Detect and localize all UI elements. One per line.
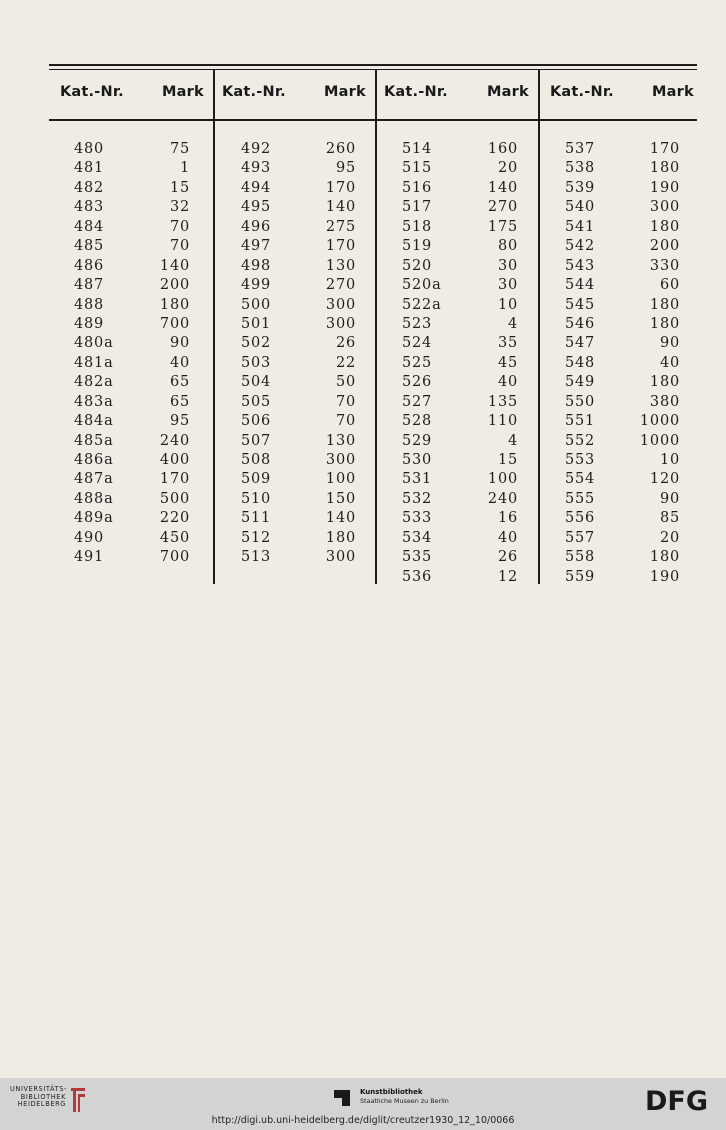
table-column-1 [74,140,190,568]
kat-nr-cell: 514 [402,141,433,157]
kat-nr-cell: 488 [74,296,105,313]
table-row [565,451,680,470]
table-row [241,393,356,412]
kat-nr-cell: 507 [241,432,272,449]
mark-cell: 15 [497,452,518,468]
table-row [74,276,190,295]
table-row [402,218,518,237]
kat-nr-cell: 539 [565,179,596,196]
kat-nr-cell: 519 [402,238,433,255]
mark-cell: 170 [159,471,190,488]
table-row [402,548,518,567]
mark-cell: 180 [649,549,680,566]
table-row [241,354,356,373]
mark-cell: 140 [325,199,356,216]
mark-cell: 300 [325,315,356,332]
kat-nr-cell: 533 [402,510,433,527]
kat-nr-cell: 484 [74,218,105,235]
mark-cell: 22 [335,354,356,371]
table-row [565,179,680,198]
table-row [565,159,680,178]
kat-nr-cell: 487 [74,277,105,294]
table-row [74,296,190,315]
table-row [74,529,190,548]
table-row [402,451,518,470]
table-row [402,432,518,451]
mark-cell: 330 [649,257,680,274]
top-rule-thick [49,64,697,66]
kat-nr-cell: 520a [402,277,442,294]
kat-nr-cell: 510 [241,490,272,507]
kat-nr-cell: 526 [402,374,433,391]
mark-cell: 180 [159,296,190,313]
mark-cell: 70 [335,393,356,410]
mark-cell: 26 [335,335,356,352]
table-row [402,354,518,373]
kat-nr-cell: 531 [402,471,433,488]
kat-nr-cell: 505 [241,393,272,410]
table-row [402,568,518,587]
table-row [565,237,680,256]
kat-nr-cell: 525 [402,354,433,371]
kat-nr-cell: 547 [565,335,596,352]
kat-nr-cell: 559 [565,568,596,585]
mark-cell: 190 [649,179,680,196]
kat-nr-cell: 480a [74,335,114,352]
table-row [74,393,190,412]
header-rule [49,119,697,121]
kat-nr-cell: 556 [565,510,596,527]
table-row [74,334,190,353]
kat-nr-cell: 558 [565,549,596,566]
kat-nr-cell: 483a [74,393,114,410]
table-row [241,412,356,431]
table-row [565,296,680,315]
header-mark-1: Mark [162,84,204,100]
mark-cell: 300 [325,452,356,468]
table-row [241,296,356,315]
kat-nr-cell: 480 [74,141,105,157]
kat-nr-cell: 540 [565,199,596,216]
kat-nr-cell: 502 [241,335,272,352]
mark-cell: 300 [325,296,356,313]
table-row [74,373,190,392]
table-row [565,470,680,489]
kat-nr-cell: 488a [74,490,114,507]
kat-nr-cell: 530 [402,452,433,468]
mark-cell: 135 [487,393,518,410]
kat-nr-cell: 483 [74,199,105,216]
table-row [565,334,680,353]
mark-cell: 220 [159,510,190,527]
table-row [241,334,356,353]
mark-cell: 15 [169,179,190,196]
kat-nr-cell: 485a [74,432,114,449]
table-row [241,179,356,198]
table-row [402,179,518,198]
mark-cell: 40 [659,354,680,371]
table-row [241,509,356,528]
mark-cell: 30 [497,277,518,294]
kat-nr-cell: 541 [565,218,596,235]
table-row [74,432,190,451]
table-row [74,218,190,237]
mark-cell: 180 [649,374,680,391]
table-row [74,237,190,256]
table-row [402,529,518,548]
kat-nr-cell: 532 [402,490,433,507]
university-library-text: UNIVERSITÄTS- BIBLIOTHEK HEIDELBERG [10,1085,67,1109]
mark-cell: 260 [325,141,356,157]
kat-nr-cell: 552 [565,432,596,449]
table-row [241,529,356,548]
kat-nr-cell: 499 [241,277,272,294]
mark-cell: 240 [159,432,190,449]
kat-nr-cell: 484a [74,413,114,430]
table-row [565,432,680,451]
mark-cell: 100 [325,471,356,488]
mark-cell: 65 [169,374,190,391]
kat-nr-cell: 509 [241,471,272,488]
mark-cell: 95 [335,160,356,177]
mark-cell: 300 [325,549,356,566]
table-row [565,354,680,373]
table-row [565,548,680,567]
kat-nr-cell: 503 [241,354,272,371]
kat-nr-cell: 549 [565,374,596,391]
table-row [241,432,356,451]
mark-cell: 180 [649,315,680,332]
table-row [74,198,190,217]
mark-cell: 65 [169,393,190,410]
kat-nr-cell: 517 [402,199,433,216]
table-row [402,470,518,489]
table-row [402,159,518,178]
kat-nr-cell: 504 [241,374,272,391]
mark-cell: 140 [487,179,518,196]
table-row [74,257,190,276]
kat-nr-cell: 536 [402,568,433,585]
table-row [402,315,518,334]
mark-cell: 35 [497,335,518,352]
table-row [565,568,680,587]
kat-nr-cell: 486 [74,257,105,274]
kat-nr-cell: 500 [241,296,272,313]
kat-nr-cell: 489a [74,510,114,527]
header-kat-nr-2: Kat.-Nr. [222,84,286,100]
table-row [241,451,356,470]
kat-nr-cell: 490 [74,529,105,546]
table-row [241,490,356,509]
kat-nr-cell: 553 [565,452,596,468]
kat-nr-cell: 489 [74,315,105,332]
column-divider-1 [213,70,215,584]
table-row [402,490,518,509]
table-row [74,315,190,334]
kunstbibliothek-subtitle: Staatliche Museen zu Berlin [360,1097,449,1105]
mark-cell: 240 [487,490,518,507]
kat-nr-cell: 493 [241,160,272,177]
header-kat-nr-1: Kat.-Nr. [60,84,124,100]
kat-nr-cell: 524 [402,335,433,352]
kat-nr-cell: 545 [565,296,596,313]
mark-cell: 12 [497,568,518,585]
table-row [565,509,680,528]
library-emblem-icon [68,1086,88,1114]
kat-nr-cell: 544 [565,277,596,294]
table-row [402,334,518,353]
kat-nr-cell: 491 [74,549,105,566]
kat-nr-cell: 495 [241,199,272,216]
mark-cell: 85 [659,510,680,527]
mark-cell: 100 [487,471,518,488]
table-row [74,490,190,509]
mark-cell: 275 [325,218,356,235]
mark-cell: 300 [649,199,680,216]
table-row [241,257,356,276]
source-url[interactable]: http://digi.ub.uni-heidelberg.de/diglit/creutzer1930_12_10/0066 [211,1115,515,1126]
mark-cell: 4 [507,315,518,332]
mark-cell: 200 [649,238,680,255]
table-row [241,198,356,217]
mark-cell: 20 [497,160,518,177]
kat-nr-cell: 534 [402,529,433,546]
mark-cell: 700 [159,315,190,332]
kat-nr-cell: 550 [565,393,596,410]
mark-cell: 40 [497,529,518,546]
kat-nr-cell: 515 [402,160,433,177]
table-row [565,315,680,334]
mark-cell: 150 [325,490,356,507]
mark-cell: 26 [497,549,518,566]
mark-cell: 40 [497,374,518,391]
mark-cell: 180 [649,218,680,235]
kat-nr-cell: 497 [241,238,272,255]
mark-cell: 170 [649,141,680,157]
kat-nr-cell: 554 [565,471,596,488]
kat-nr-cell: 512 [241,529,272,546]
mark-cell: 16 [497,510,518,527]
kunstbibliothek-title: Kunstbibliothek [360,1088,423,1096]
kat-nr-cell: 513 [241,549,272,566]
kat-nr-cell: 516 [402,179,433,196]
mark-cell: 90 [169,335,190,352]
kat-nr-cell: 542 [565,238,596,255]
table-row [241,159,356,178]
mark-cell: 110 [487,413,518,430]
kat-nr-cell: 506 [241,413,272,430]
mark-cell: 700 [159,549,190,566]
header-kat-nr-4: Kat.-Nr. [550,84,614,100]
kat-nr-cell: 487a [74,471,114,488]
kat-nr-cell: 522a [402,296,442,313]
kat-nr-cell: 485 [74,238,105,255]
mark-cell: 70 [335,413,356,430]
kat-nr-cell: 498 [241,257,272,274]
table-row [565,198,680,217]
table-row [241,237,356,256]
top-rule-thin [49,69,697,70]
table-column-3 [402,140,518,587]
table-row [402,140,518,159]
mark-cell: 180 [649,160,680,177]
table-row [565,373,680,392]
table-row [402,393,518,412]
table-row [565,490,680,509]
kat-nr-cell: 518 [402,218,433,235]
table-row [565,412,680,431]
table-row [74,179,190,198]
mark-cell: 20 [659,529,680,546]
mark-cell: 90 [659,335,680,352]
table-row [74,412,190,431]
kunstbibliothek-icon [332,1088,352,1108]
mark-cell: 4 [507,432,518,449]
mark-cell: 90 [659,490,680,507]
header-mark-2: Mark [324,84,366,100]
table-row [74,159,190,178]
table-row [241,140,356,159]
table-row [565,529,680,548]
table-row [402,237,518,256]
table-row [402,257,518,276]
mark-cell: 45 [497,354,518,371]
mark-cell: 32 [169,199,190,216]
table-row [402,296,518,315]
table-row [402,276,518,295]
mark-cell: 180 [649,296,680,313]
kat-nr-cell: 538 [565,160,596,177]
kat-nr-cell: 546 [565,315,596,332]
mark-cell: 270 [325,277,356,294]
table-column-2 [241,140,356,568]
mark-cell: 270 [487,199,518,216]
mark-cell: 140 [325,510,356,527]
kat-nr-cell: 482a [74,374,114,391]
table-row [241,218,356,237]
kat-nr-cell: 548 [565,354,596,371]
table-row [74,548,190,567]
kat-nr-cell: 520 [402,257,433,274]
table-row [74,451,190,470]
table-row [402,198,518,217]
mark-cell: 95 [169,413,190,430]
kat-nr-cell: 529 [402,432,433,449]
table-row [74,354,190,373]
mark-cell: 50 [335,374,356,391]
kat-nr-cell: 492 [241,141,272,157]
table-row [565,257,680,276]
mark-cell: 130 [325,432,356,449]
kat-nr-cell: 535 [402,549,433,566]
mark-cell: 80 [497,238,518,255]
kat-nr-cell: 527 [402,393,433,410]
mark-cell: 1000 [639,432,680,449]
mark-cell: 1 [179,160,190,177]
mark-cell: 170 [325,179,356,196]
table-row [241,470,356,489]
kat-nr-cell: 501 [241,315,272,332]
mark-cell: 60 [659,277,680,294]
mark-cell: 120 [649,471,680,488]
mark-cell: 200 [159,277,190,294]
table-row [565,276,680,295]
university-library-logo [10,1086,66,1109]
table-row [565,218,680,237]
mark-cell: 10 [497,296,518,313]
table-row [74,140,190,159]
table-row [241,548,356,567]
mark-cell: 450 [159,529,190,546]
kat-nr-cell: 481 [74,160,105,177]
mark-cell: 175 [487,218,518,235]
kat-nr-cell: 494 [241,179,272,196]
table-row [74,470,190,489]
mark-cell: 170 [325,238,356,255]
mark-cell: 30 [497,257,518,274]
mark-cell: 70 [169,238,190,255]
table-row [402,373,518,392]
kat-nr-cell: 508 [241,452,272,468]
mark-cell: 140 [159,257,190,274]
kat-nr-cell: 528 [402,413,433,430]
dfg-logo: DFG [645,1086,709,1117]
table-row [565,393,680,412]
table-row [402,509,518,528]
header-mark-4: Mark [652,84,694,100]
kat-nr-cell: 555 [565,490,596,507]
mark-cell: 500 [159,490,190,507]
mark-cell: 380 [649,393,680,410]
mark-cell: 400 [159,452,190,468]
kat-nr-cell: 543 [565,257,596,274]
kat-nr-cell: 557 [565,529,596,546]
table-column-4 [565,140,680,587]
kat-nr-cell: 511 [241,510,272,527]
column-divider-2 [375,70,377,584]
mark-cell: 1000 [639,413,680,430]
kat-nr-cell: 496 [241,218,272,235]
kat-nr-cell: 551 [565,413,596,430]
table-row [241,315,356,334]
kat-nr-cell: 481a [74,354,114,371]
mark-cell: 160 [487,141,518,157]
mark-cell: 130 [325,257,356,274]
table-row [241,373,356,392]
header-kat-nr-3: Kat.-Nr. [384,84,448,100]
table-row [241,276,356,295]
mark-cell: 40 [169,354,190,371]
table-row [565,140,680,159]
kat-nr-cell: 486a [74,452,114,468]
mark-cell: 75 [169,141,190,157]
mark-cell: 10 [659,452,680,468]
kat-nr-cell: 482 [74,179,105,196]
mark-cell: 70 [169,218,190,235]
mark-cell: 180 [325,529,356,546]
header-mark-3: Mark [487,84,529,100]
column-divider-3 [538,70,540,584]
kat-nr-cell: 537 [565,141,596,157]
mark-cell: 190 [649,568,680,585]
table-row [402,412,518,431]
kat-nr-cell: 523 [402,315,433,332]
table-row [74,509,190,528]
